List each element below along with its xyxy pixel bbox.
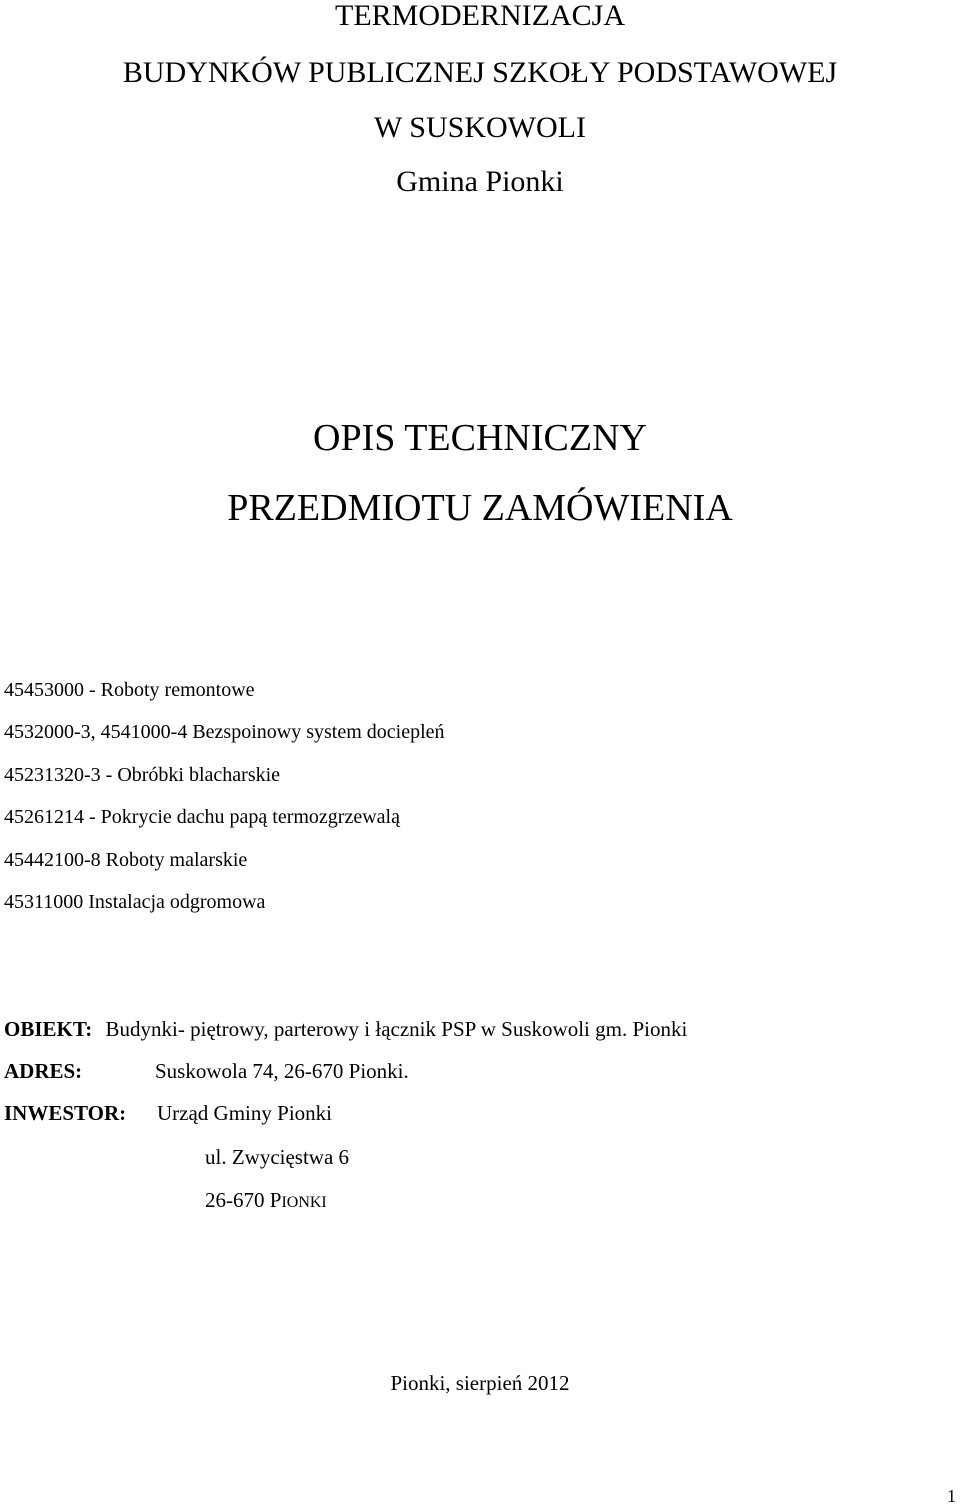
- header-line-3: W SUSKOWOLI: [374, 111, 586, 144]
- inwestor-street: ul. Zwycięstwa 6: [205, 1145, 350, 1169]
- cpv-code-item: 45311000 Instalacja odgromowa: [4, 891, 266, 913]
- obiekt-label: OBIEKT:: [4, 1017, 93, 1041]
- adres-label: ADRES:: [4, 1059, 83, 1083]
- cpv-code-item: 45261214 - Pokrycie dachu papą termozgrzewalą: [4, 806, 400, 828]
- adres-value: Suskowola 74, 26-670 Pionki.: [155, 1059, 409, 1083]
- obiekt-row: [4, 1016, 687, 1042]
- doc-title-line-2: PRZEDMIOTU ZAMÓWIENIA: [227, 487, 733, 529]
- cpv-code-item: 45453000 - Roboty remontowe: [4, 679, 255, 701]
- cpv-code-item: 45442100-8 Roboty malarskie: [4, 849, 248, 871]
- obiekt-value: Budynki- piętrowy, parterowy i łącznik PSP w Suskowoli gm. Pionki: [105, 1017, 688, 1041]
- header-line-4: Gmina Pionki: [396, 165, 564, 198]
- place-date: Pionki, sierpień 2012: [390, 1371, 570, 1395]
- page-number: 1: [947, 1486, 956, 1506]
- inwestor-postal: 26-670 PIONKI: [205, 1188, 327, 1212]
- cpv-code-item: 45231320-3 - Obróbki blacharskie: [4, 764, 281, 786]
- inwestor-label: INWESTOR:: [4, 1101, 127, 1125]
- cpv-code-item: 4532000-3, 4541000-4 Bezspoinowy system dociepleń: [4, 721, 445, 743]
- inwestor-value: Urząd Gminy Pionki: [157, 1101, 332, 1125]
- header-line-2: BUDYNKÓW PUBLICZNEJ SZKOŁY PODSTAWOWEJ: [122, 56, 838, 89]
- doc-title-line-1: OPIS TECHNICZNY: [313, 417, 647, 459]
- header-line-1: TERMODERNIZACJA: [335, 0, 625, 32]
